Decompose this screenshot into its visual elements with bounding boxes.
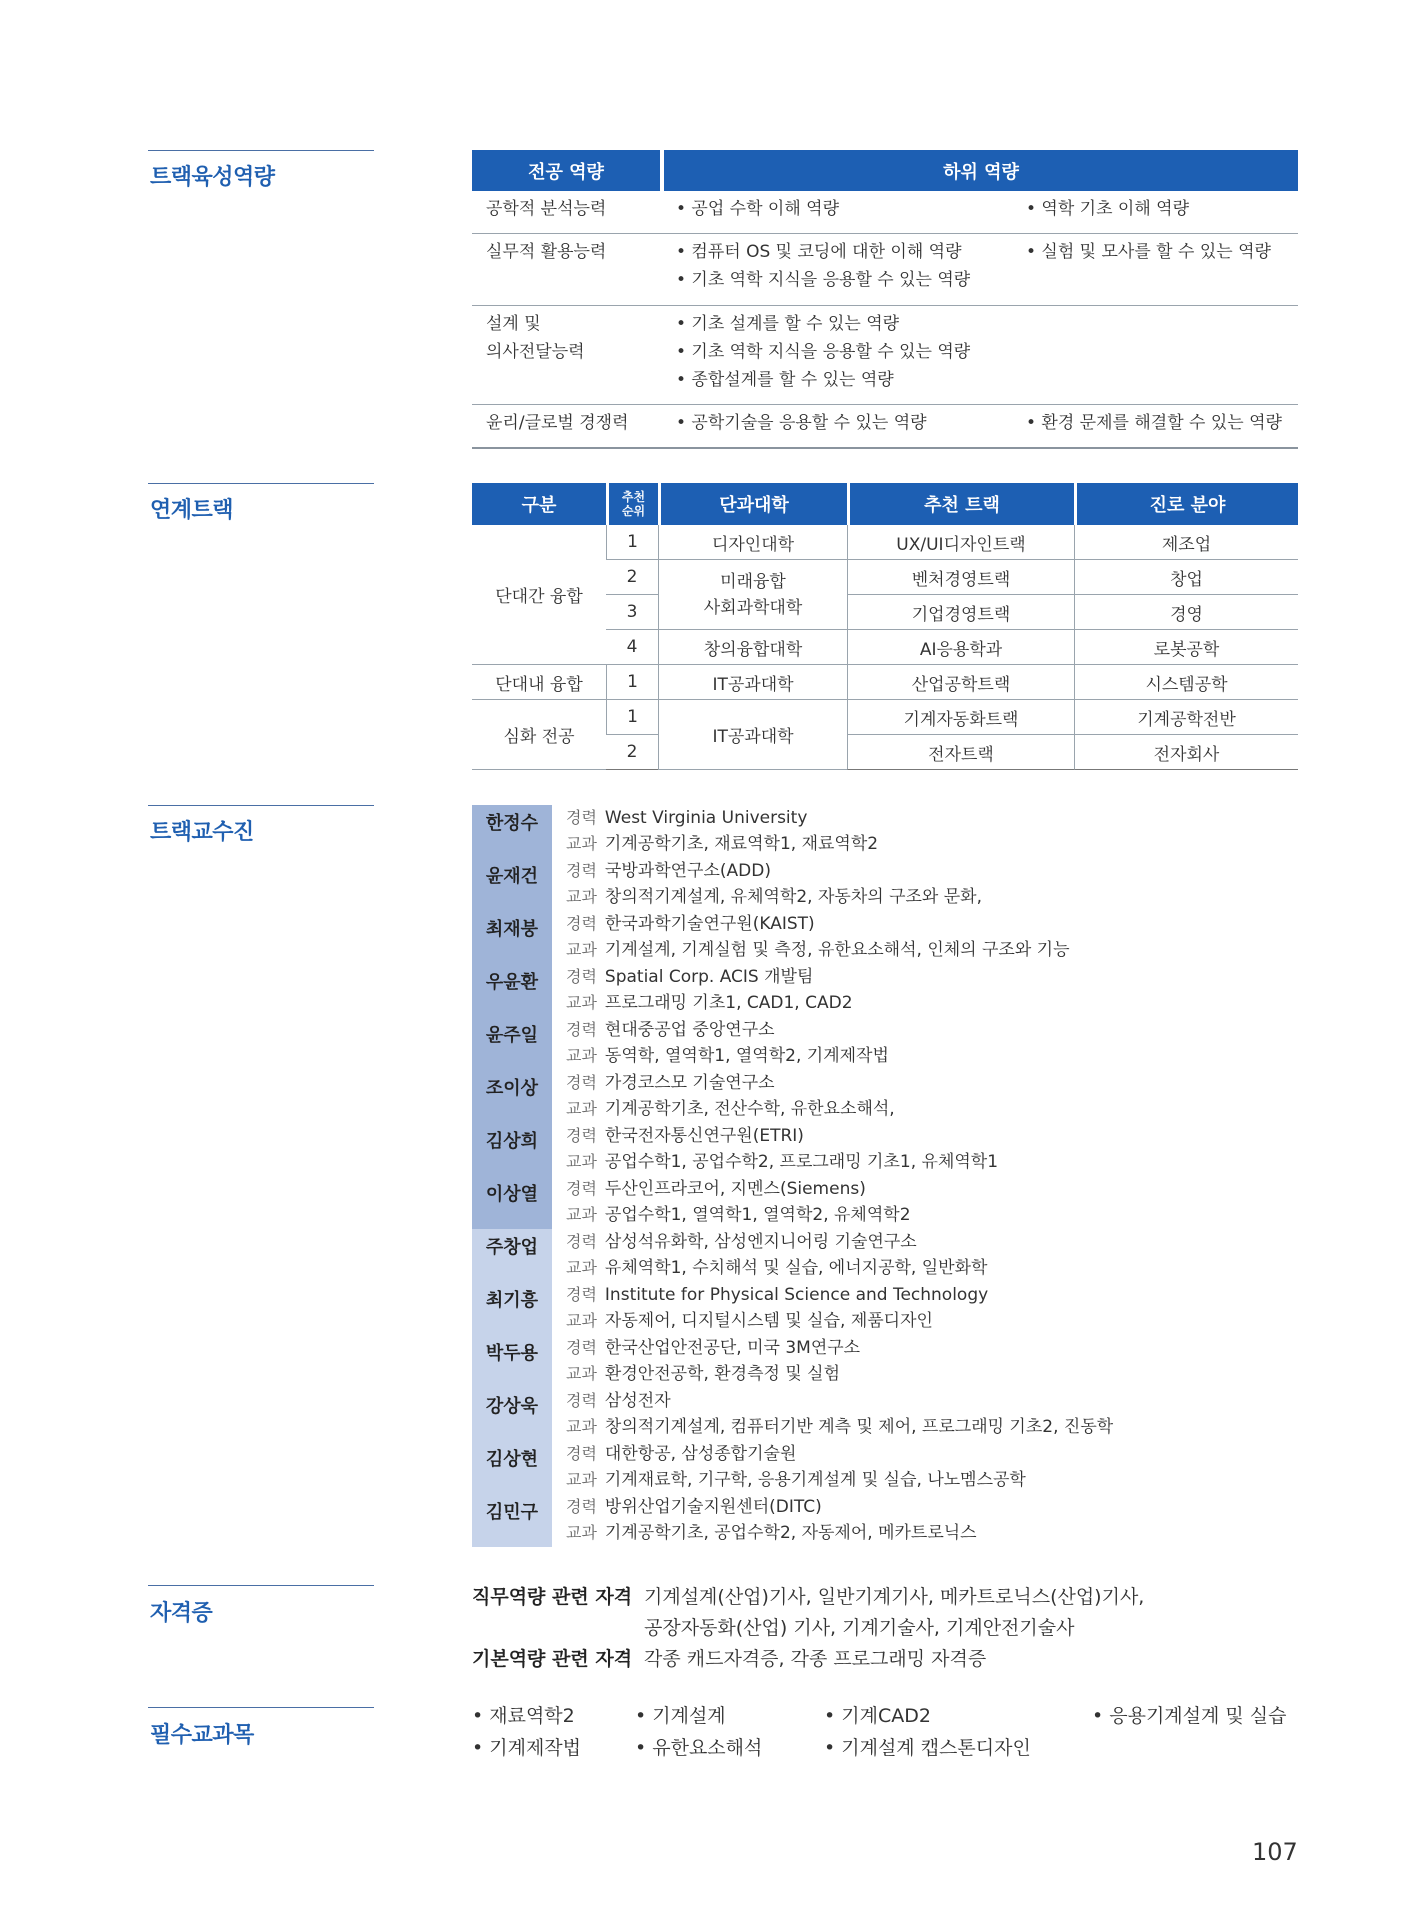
competency-item: • 기초 설계를 할 수 있는 역량 [676,314,900,334]
faculty-info [552,1388,1113,1441]
table-row [472,700,1298,735]
linked-track-header-row [472,483,1298,525]
section-title-required-courses: 필수교과목 [150,1723,254,1748]
faculty-row [472,1441,1302,1494]
required-courses-list [472,1700,1302,1764]
section-rule [148,1707,374,1708]
rank-cell: 1 [606,700,658,735]
faculty-career: 경력 현대중공업 중앙연구소 [566,1020,775,1040]
rank-cell: 1 [606,665,658,700]
faculty-subjects: 교과 기계설계, 기계실험 및 측정, 유한요소해석, 인체의 구조와 기능 [566,940,1070,960]
competency-item: • 기초 역학 지식을 응용할 수 있는 역량 [676,270,971,290]
faculty-name: 최재붕 [472,911,552,964]
career-cell: 기계공학전반 [1074,700,1298,735]
faculty-subjects: 교과 공업수학1, 열역학1, 열역학2, 유체역학2 [566,1205,911,1225]
faculty-name: 박두용 [472,1335,552,1388]
header-category: 구분 [472,483,606,525]
rank-cell: 3 [606,595,658,630]
faculty-name: 김상희 [472,1123,552,1176]
faculty-info [552,858,982,911]
faculty-career: 경력 삼성석유화학, 삼성엔지니어링 기술연구소 [566,1232,917,1252]
faculty-row [472,911,1302,964]
faculty-name: 김상현 [472,1441,552,1494]
track-cell: 산업공학트랙 [847,665,1074,700]
faculty-career: 경력 한국전자통신연구원(ETRI) [566,1126,804,1146]
faculty-info [552,1335,860,1388]
faculty-list [472,805,1302,1547]
competency-table-header [472,150,1298,191]
faculty-row [472,805,1302,858]
faculty-name: 최기흥 [472,1282,552,1335]
faculty-subjects: 교과 창의적기계설계, 컴퓨터기반 계측 및 제어, 프로그래밍 기초2, 진동학 [566,1417,1114,1437]
page-number: 107 [1252,1838,1298,1866]
course-item: • 기계설계 [635,1705,726,1727]
competency-row [472,306,1298,405]
faculty-name: 강상욱 [472,1388,552,1441]
track-cell: 전자트랙 [847,735,1074,770]
faculty-row [472,1282,1302,1335]
faculty-subjects: 교과 기계재료학, 기구학, 응용기계설계 및 실습, 나노멤스공학 [566,1470,1026,1490]
table-row [472,525,1298,560]
rank-cell: 1 [606,525,658,560]
header-major-competency: 전공 역량 [472,150,660,191]
competency-row [472,234,1298,306]
section-title-faculty: 트랙교수진 [150,820,254,845]
faculty-info [552,964,853,1017]
faculty-row [472,1070,1302,1123]
faculty-career: 경력 가경코스모 기술연구소 [566,1073,775,1093]
rank-cell: 2 [606,735,658,770]
competency-item: • 역학 기초 이해 역량 [1026,199,1190,219]
faculty-info [552,911,1070,964]
course-item: • 유한요소해석 [635,1737,763,1759]
college-cell: IT공과대학 [658,665,847,700]
faculty-info [552,1229,987,1282]
major-competency-cell: 설계 및 의사전달능력 [486,314,585,362]
faculty-name: 윤주일 [472,1017,552,1070]
faculty-name: 주창업 [472,1229,552,1282]
faculty-subjects: 교과 환경안전공학, 환경측정 및 실험 [566,1364,841,1384]
sub-competency-cell [664,234,1298,305]
section-title-track-competency: 트랙육성역량 [150,165,275,190]
faculty-name: 윤재건 [472,858,552,911]
competency-item: • 컴퓨터 OS 및 코딩에 대한 이해 역량 [676,242,962,262]
faculty-row [472,1494,1302,1547]
faculty-subjects: 교과 유체역학1, 수치해석 및 실습, 에너지공학, 일반화학 [566,1258,988,1278]
sub-competency-cell [664,191,1298,233]
faculty-subjects: 교과 동역학, 열역학1, 열역학2, 기계제작법 [566,1046,889,1066]
rank-cell: 4 [606,630,658,665]
competency-item: • 종합설계를 할 수 있는 역량 [676,370,894,390]
faculty-career: 경력 삼성전자 [566,1391,671,1411]
career-cell: 전자회사 [1074,735,1298,770]
track-cell: 벤처경영트랙 [847,560,1074,595]
major-competency-cell: 실무적 활용능력 [486,242,607,262]
competency-item: • 공학기술을 응용할 수 있는 역량 [676,413,927,433]
faculty-subjects: 교과 기계공학기초, 공업수학2, 자동제어, 메카트로닉스 [566,1523,977,1543]
header-recommended-track: 추천 트랙 [847,483,1074,525]
basic-certificates-label: 기본역량 관련 자격 [472,1648,633,1670]
course-item: • 기계제작법 [472,1737,582,1759]
group-cell: 단대내 융합 [472,665,606,700]
sub-competency-cell [664,405,1298,447]
faculty-name: 이상열 [472,1176,552,1229]
course-item: • 재료역학2 [472,1705,575,1727]
rank-cell: 2 [606,560,658,595]
career-cell: 창업 [1074,560,1298,595]
faculty-subjects: 교과 프로그래밍 기초1, CAD1, CAD2 [566,993,853,1013]
faculty-info [552,1282,988,1335]
track-cell: 기업경영트랙 [847,595,1074,630]
major-competency-cell: 공학적 분석능력 [486,199,607,219]
faculty-row [472,964,1302,1017]
major-competency-cell: 윤리/글로벌 경쟁력 [486,413,629,433]
faculty-row [472,1176,1302,1229]
faculty-name: 김민구 [472,1494,552,1547]
linked-track-table [472,483,1298,770]
faculty-career: 경력 한국산업안전공단, 미국 3M연구소 [566,1338,861,1358]
faculty-row [472,858,1302,911]
section-rule [148,150,374,151]
career-cell: 시스템공학 [1074,665,1298,700]
career-cell: 제조업 [1074,525,1298,560]
competency-item: • 공업 수학 이해 역량 [676,199,840,219]
competency-item: • 실험 및 모사를 할 수 있는 역량 [1026,242,1271,262]
course-item: • 응용기계설계 및 실습 [1092,1705,1287,1727]
faculty-info [552,1070,895,1123]
job-certificates-row [472,1582,1144,1644]
course-item: • 기계설계 캡스톤디자인 [824,1737,1031,1759]
group-cell: 심화 전공 [472,700,606,770]
college-cell: 미래융합 사회과학대학 [658,560,847,630]
faculty-career: 경력 대한항공, 삼성종합기술원 [566,1444,797,1464]
header-sub-competency: 하위 역량 [664,150,1298,191]
faculty-info [552,1123,998,1176]
faculty-subjects: 교과 공업수학1, 공업수학2, 프로그래밍 기초1, 유체역학1 [566,1152,999,1172]
faculty-info [552,1494,977,1547]
sub-competency-cell [664,306,1298,404]
track-cell: 기계자동화트랙 [847,700,1074,735]
section-rule [148,1585,374,1586]
course-row [472,1732,1302,1764]
course-item: • 기계CAD2 [824,1705,931,1727]
faculty-career: 경력 Spatial Corp. ACIS 개발팀 [566,967,814,987]
basic-certificates-row [472,1644,1144,1675]
competency-item: • 환경 문제를 해결할 수 있는 역량 [1026,413,1282,433]
faculty-career: 경력 West Virginia University [566,808,808,828]
faculty-name: 우윤환 [472,964,552,1017]
faculty-info [552,805,878,858]
course-row [472,1700,1302,1732]
competency-row [472,405,1298,449]
faculty-career: 경력 한국과학기술연구원(KAIST) [566,914,815,934]
college-cell: IT공과대학 [658,700,847,770]
faculty-subjects: 교과 기계공학기초, 재료역학1, 재료역학2 [566,834,879,854]
section-rule [148,805,374,806]
faculty-subjects: 교과 창의적기계설계, 유체역학2, 자동차의 구조와 문화, [566,887,983,907]
track-cell: UX/UI디자인트랙 [847,525,1074,560]
competency-item: • 기초 역학 지식을 응용할 수 있는 역량 [676,342,971,362]
certificates-block [472,1582,1144,1675]
job-certificates-value: 기계설계(산업)기사, 일반기계기사, 메카트로닉스(산업)기사, 공장자동화(산업) 기사, 기계기술사, 기계안전기술사 [644,1586,1145,1639]
section-title-linked-track: 연계트랙 [150,498,234,523]
table-row [472,665,1298,700]
basic-certificates-value: 각종 캐드자격증, 각종 프로그래밍 자격증 [644,1648,987,1670]
faculty-row [472,1017,1302,1070]
career-cell: 경영 [1074,595,1298,630]
faculty-career: 경력 국방과학연구소(ADD) [566,861,771,881]
faculty-subjects: 교과 기계공학기초, 전산수학, 유한요소해석, [566,1099,895,1119]
college-cell: 디자인대학 [658,525,847,560]
college-cell: 창의융합대학 [658,630,847,665]
header-college: 단과대학 [658,483,847,525]
faculty-row [472,1229,1302,1282]
section-rule [148,483,374,484]
track-cell: AI응용학과 [847,630,1074,665]
job-certificates-label: 직무역량 관련 자격 [472,1586,633,1608]
group-cell: 단대간 융합 [472,525,606,665]
faculty-row [472,1335,1302,1388]
section-title-certificates: 자격증 [150,1601,213,1626]
faculty-career: 경력 방위산업기술지원센터(DITC) [566,1497,822,1517]
faculty-subjects: 교과 자동제어, 디지털시스템 및 실습, 제품디자인 [566,1311,933,1331]
competency-row [472,191,1298,234]
faculty-career: 경력 Institute for Physical Science and Technology [566,1285,989,1305]
competency-table [472,150,1298,449]
faculty-name: 한정수 [472,805,552,858]
faculty-row [472,1388,1302,1441]
faculty-career: 경력 두산인프라코어, 지멘스(Siemens) [566,1179,866,1199]
faculty-row [472,1123,1302,1176]
header-rank: 추천 순위 [606,483,658,525]
faculty-info [552,1176,911,1229]
faculty-name: 조이상 [472,1070,552,1123]
faculty-info [552,1017,889,1070]
career-cell: 로봇공학 [1074,630,1298,665]
faculty-info [552,1441,1026,1494]
header-career-field: 진로 분야 [1074,483,1298,525]
